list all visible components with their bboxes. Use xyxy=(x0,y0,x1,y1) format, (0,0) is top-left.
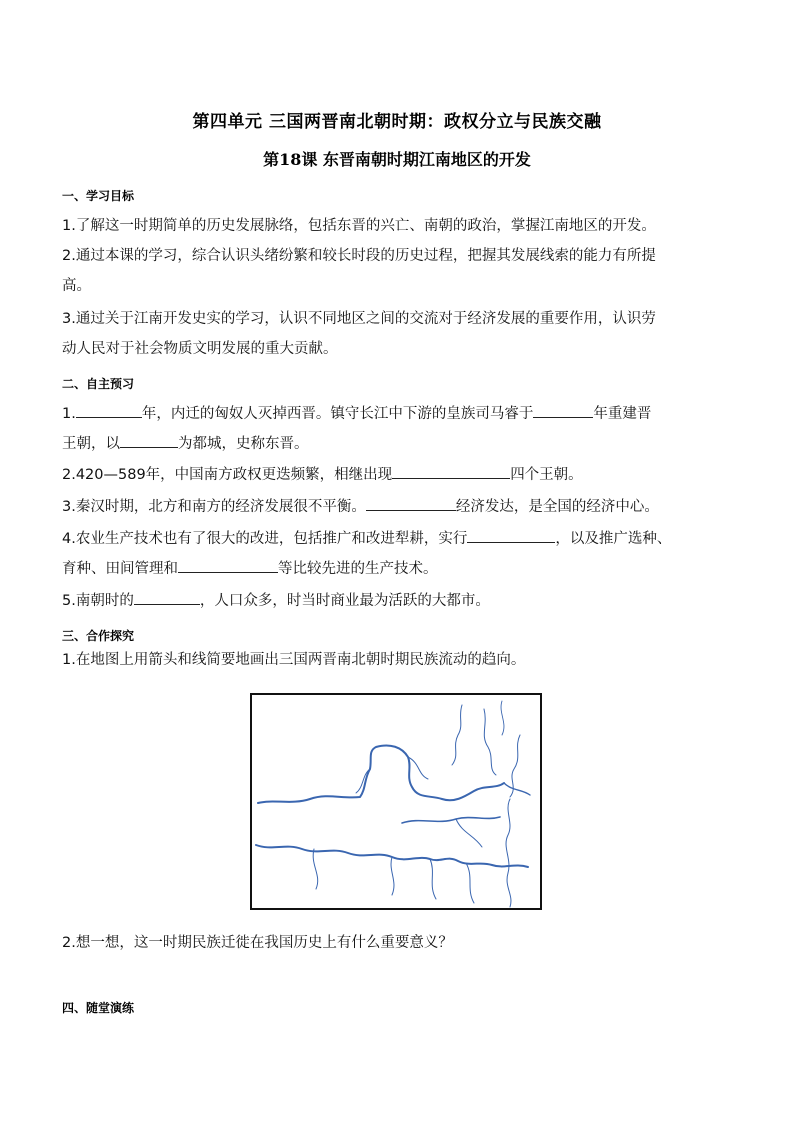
q5-text-a: 5.南朝时的 xyxy=(62,593,134,609)
q4-text-c: 育种、田间管理和 xyxy=(62,561,178,577)
goal-3-line1: 3.通过关于江南开发史实的学习，认识不同地区之间的交流对于经济发展的重要作用，认识劳 xyxy=(62,311,656,327)
q1-text-d: 为都城，史称东晋。 xyxy=(178,436,309,452)
blank-q1-year-2[interactable] xyxy=(533,400,593,418)
goal-3-line2: 动人民对于社会物质文明发展的重大贡献。 xyxy=(62,341,338,357)
q4-text-d: 等比较先进的生产技术。 xyxy=(278,561,438,577)
q4-text-b: ，以及推广选种、 xyxy=(555,531,672,547)
preview-q4-line2 xyxy=(62,554,732,584)
unit-title: 第四单元 三国两晋南北朝时期：政权分立与民族交融 xyxy=(192,112,602,132)
blank-q5-city[interactable] xyxy=(134,587,200,605)
goal-2-line1: 2.通过本课的学习，综合认识头绪纷繁和较长时段的历史过程，把握其发展线索的能力有所提 xyxy=(62,248,656,264)
blank-q4-method[interactable] xyxy=(467,525,555,543)
q3-text-a: 3.秦汉时期，北方和南方的经济发展很不平衡。 xyxy=(62,499,366,515)
goal-1: 1.了解这一时期简单的历史发展脉络，包括东晋的兴亡、南朝的政治，掌握江南地区的开发。 xyxy=(62,218,656,234)
explore-q1: 1.在地图上用箭头和线简要地画出三国两晋南北朝时期民族流动的趋向。 xyxy=(62,652,526,668)
preview-q5 xyxy=(62,586,732,616)
blank-q1-capital[interactable] xyxy=(120,430,178,448)
preview-q1-line1 xyxy=(62,399,732,429)
preview-q2 xyxy=(62,460,732,490)
goal-2-line2: 高。 xyxy=(62,278,91,294)
q1-text-a: 年，内迁的匈奴人灭掉西晋。镇守长江中下游的皇族司马睿于 xyxy=(141,406,534,422)
q3-text-b: 经济发达，是全国的经济中心。 xyxy=(455,499,659,515)
blank-q2-dynasties[interactable] xyxy=(392,461,510,479)
preview-q1-line2 xyxy=(62,429,732,459)
china-rivers-map[interactable] xyxy=(250,693,542,910)
q5-text-b: ，人口众多，时当时商业最为活跃的大都市。 xyxy=(199,593,490,609)
q1-text-b: 年重建晋 xyxy=(593,406,652,422)
blank-q3-region[interactable] xyxy=(366,493,456,511)
section-cooperative-inquiry: 三、合作探究 xyxy=(62,629,135,643)
q2-text-a: 2.420—589年，中国南方政权更迭频繁，相继出现 xyxy=(62,467,393,483)
map-drawing xyxy=(252,695,540,908)
q2-text-b: 四个王朝。 xyxy=(510,467,583,483)
q4-text-a: 4.农业生产技术也有了很大的改进，包括推广和改进犁耕，实行 xyxy=(62,531,468,547)
blank-q1-year-1[interactable] xyxy=(76,400,142,418)
section-learning-goals: 一、学习目标 xyxy=(62,189,135,203)
section-classroom-practice: 四、随堂演练 xyxy=(62,1001,135,1015)
preview-q3 xyxy=(62,492,732,522)
q1-number: 1. xyxy=(62,406,76,422)
blank-q4-technique[interactable] xyxy=(178,555,278,573)
section-self-preview: 二、自主预习 xyxy=(62,377,135,391)
lesson-title: 第18课 东晋南朝时期江南地区的开发 xyxy=(263,150,531,169)
q1-text-c: 王朝，以 xyxy=(62,436,120,452)
explore-q2: 2.想一想，这一时期民族迁徙在我国历史上有什么重要意义？ xyxy=(62,935,453,951)
preview-q4-line1 xyxy=(62,524,732,554)
